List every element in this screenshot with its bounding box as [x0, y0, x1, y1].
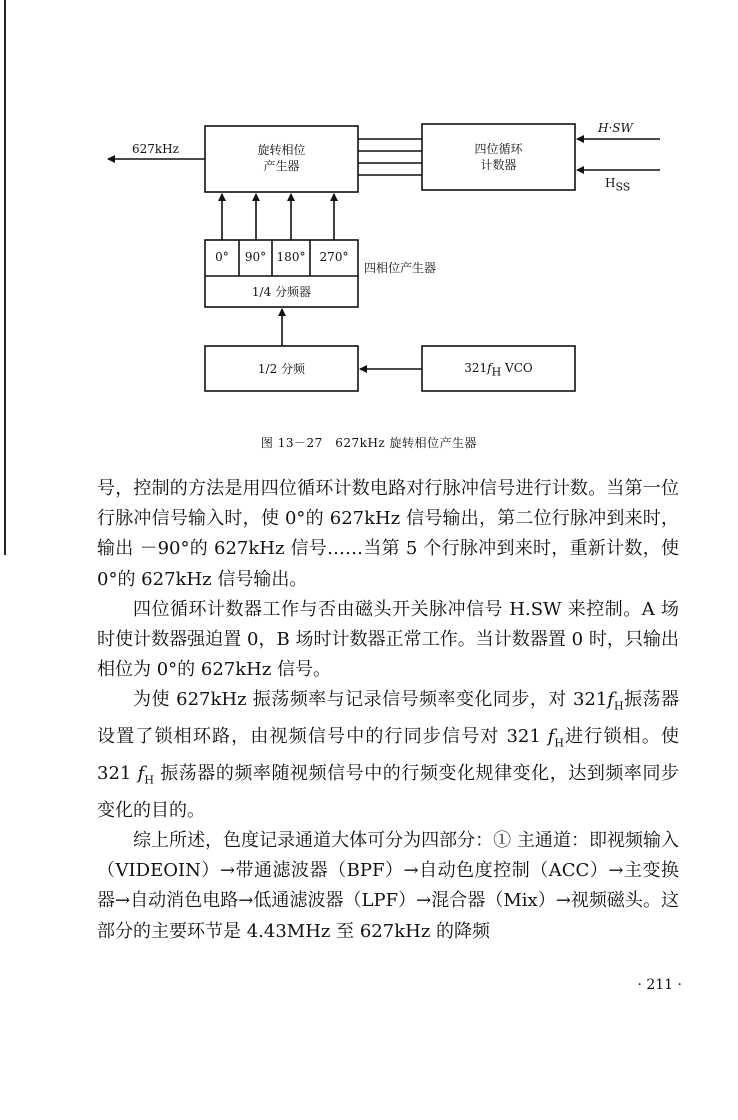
vco-sub: H	[491, 365, 502, 379]
phase-270-label: 270°	[319, 250, 349, 264]
rotating-phase-generator-line-2: 产生器	[263, 159, 300, 173]
paragraph-4: 综上所述，色度记录通道大体可分为四部分：① 主通道：即视频输入（VIDEOIN）→带通滤波器（BPF）→自动色度控制（ACC）→主变换器→自动消色电路→低通滤波器（LPF）→混合器（Mix）→视频磁头。这部分的主要环节是 4.43MHz 至 627kHz 的降频	[97, 830, 679, 942]
divide-by-2-label: 1/2 分频	[257, 362, 306, 376]
f-symbol-2: f	[547, 726, 555, 748]
hss-label	[605, 176, 630, 194]
paragraph-3-part-c: 进行锁相。使 321	[97, 726, 679, 785]
f-symbol-1: f	[607, 689, 614, 711]
h-sub-3: H	[144, 773, 154, 787]
hsw-label: H·SW	[598, 121, 633, 135]
divide-by-4-label: 1/4 分频器	[251, 285, 312, 299]
block-diagram	[0, 0, 738, 430]
h-sub-2: H	[554, 736, 564, 750]
paragraph-3-part-d: 振荡器的频率随视频信号中的行频变化规律变化，达到频率同步变化的目的。	[97, 763, 680, 821]
four-phase-generator-label: 四相位产生器	[364, 261, 437, 275]
diagram-lines	[0, 0, 738, 430]
figure-caption: 图 13－27 627kHz 旋转相位产生器	[260, 436, 478, 450]
hss-main: H	[605, 176, 616, 190]
paragraph-3-part-a: 为使 627kHz 振荡频率与记录信号频率变化同步，对 321	[133, 689, 608, 711]
ring-counter-label	[422, 141, 575, 173]
paragraph-3	[97, 685, 679, 826]
ring-counter-line-1: 四位循环	[474, 142, 523, 156]
vco-f: f	[487, 361, 492, 375]
phase-90-label: 90°	[244, 250, 267, 264]
rotating-phase-generator-line-1: 旋转相位	[257, 143, 306, 157]
paragraph-1: 号，控制的方法是用四位循环计数电路对行脉冲信号进行计数。当第一位行脉冲信号输入时，使 0°的 627kHz 信号输出，第二位行脉冲到来时，输出 －90°的 627kHz 信号……当第 5 个行脉冲到来时，重新计数，使 0°的 627kHz 信号输出。	[97, 478, 679, 590]
vco-suffix: VCO	[505, 361, 533, 375]
rotating-phase-generator-label	[205, 142, 358, 174]
hss-sub: SS	[615, 180, 631, 194]
vco-prefix: 321	[464, 361, 488, 375]
paragraph-3-part-b: 振荡器设置了锁相环路，由视频信号中的行同步信号对 321	[97, 689, 680, 748]
paragraph-2: 四位循环计数器工作与否由磁头开关脉冲信号 H.SW 来控制。A 场时使计数器强迫置 0，B 场时计数器正常工作。当计数器置 0 时，只输出相位为 0°的 627kHz 信号。	[97, 598, 679, 681]
f-symbol-3: f	[137, 763, 145, 785]
vco-label	[422, 360, 575, 380]
phase-0-label: 0°	[215, 250, 229, 264]
body-text	[97, 474, 679, 947]
page-number: · 211 ·	[637, 977, 682, 993]
phase-180-label: 180°	[276, 250, 306, 264]
h-sub-1: H	[614, 700, 624, 714]
ring-counter-line-2: 计数器	[480, 158, 517, 172]
output-freq-label: 627kHz	[132, 142, 179, 156]
